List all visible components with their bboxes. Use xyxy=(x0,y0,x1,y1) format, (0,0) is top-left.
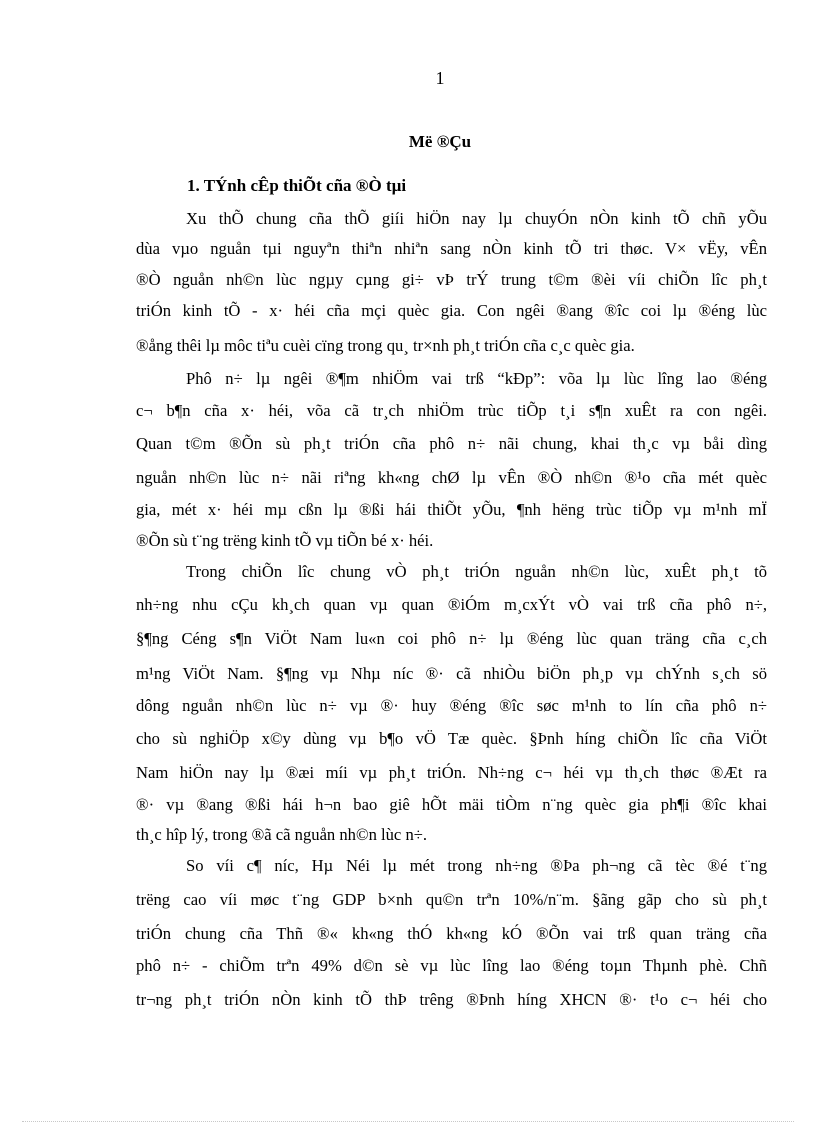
text-line: dùa vµo nguån tµi nguyªn thiªn nhiªn sang nÒn kinh tÕ tri thøc. V× vËy, vÊn xyxy=(136,239,767,258)
text-line: c¬ b¶n cña x· héi, võa cã tr¸ch nhiÖm trùc tiÕp t¸i s¶n xuÊt ra con ngêi. xyxy=(136,401,767,420)
text-line: cho sù nghiÖp x©y dùng vµ b¶o vÖ Tæ quèc. §Þnh híng chiÕn lîc cña ViÖt xyxy=(136,729,767,748)
page-number: 1 xyxy=(435,68,445,88)
text-line: triÓn kinh tÕ - x· héi cña mçi quèc gia. Con ngêi ®ang ®îc coi lµ ®éng lùc xyxy=(136,301,767,320)
text-line: §¶ng Céng s¶n ViÖt Nam lu«n coi phô n÷ lµ ®éng lùc quan träng cña c¸ch xyxy=(136,629,767,648)
text-line: Xu thÕ chung cña thÕ giíi hiÖn nay lµ chuyÓn nÒn kinh tÕ chñ yÕu xyxy=(186,209,767,228)
text-line: tr¬ng ph¸t triÓn nÒn kinh tÕ thÞ trêng ®Þnh híng XHCN ®· t¹o c¬ héi cho xyxy=(136,990,767,1009)
section-heading: 1. TÝnh cÊp thiÕt cña ®Ò tµi xyxy=(187,176,407,195)
text-line: th¸c hîp lý, trong ®ã cã nguån nh©n lùc n÷. xyxy=(136,825,427,844)
text-line: ®ång thêi lµ môc tiªu cuèi cïng trong qu¸ tr×nh ph¸t triÓn cña c¸c quèc gia. xyxy=(136,336,635,355)
text-line: Phô n÷ lµ ngêi ®¶m nhiÖm vai trß “kÐp”: võa lµ lùc lîng lao ®éng xyxy=(186,369,767,388)
text-line: dông nguån nh©n lùc n÷ vµ ®· huy ®éng ®îc søc m¹nh to lín cña phô n÷ xyxy=(136,696,767,715)
text-line: ®Õn sù t¨ng trëng kinh tÕ vµ tiÕn bé x· héi. xyxy=(136,531,434,550)
page-bottom-divider xyxy=(22,1121,794,1122)
text-line: Trong chiÕn lîc chung vÒ ph¸t triÓn nguån nh©n lùc, xuÊt ph¸t tõ xyxy=(186,562,767,581)
text-line: Nam hiÖn nay lµ ®æi míi vµ ph¸t triÓn. Nh÷ng c¬ héi vµ th¸ch thøc ®Æt ra xyxy=(136,763,767,782)
text-line: nguån nh©n lùc n÷ nãi riªng kh«ng chØ lµ vÊn ®Ò nh©n ®¹o cña mét quèc xyxy=(136,468,767,487)
text-line: phô n÷ - chiÕm trªn 49% d©n sè vµ lùc lîng lao ®éng toµn Thµnh phè. Chñ xyxy=(136,956,767,975)
text-line: trëng cao víi møc t¨ng GDP b×nh qu©n trªn 10%/n¨m. §ãng gãp cho sù ph¸t xyxy=(136,890,767,909)
text-line: So víi c¶ níc, Hµ Néi lµ mét trong nh÷ng ®Þa ph¬ng cã tèc ®é t¨ng xyxy=(186,856,767,875)
text-line: nh÷ng nhu cÇu kh¸ch quan vµ quan ®iÓm m¸cxÝt vÒ vai trß cña phô n÷, xyxy=(136,595,767,614)
document-title: Më ®Çu xyxy=(408,132,472,151)
text-line: ®· vµ ®ang ®ßi hái h¬n bao giê hÕt mäi tiÒm n¨ng quèc gia ph¶i ®îc khai xyxy=(136,795,767,814)
text-line: m¹ng ViÖt Nam. §¶ng vµ Nhµ níc ®· cã nhiÒu biÖn ph¸p vµ chÝnh s¸ch sö xyxy=(136,664,767,683)
text-line: ®Ò nguån nh©n lùc ngµy cµng gi÷ vÞ trÝ trung t©m ®èi víi chiÕn lîc ph¸t xyxy=(136,270,767,289)
text-line: triÓn chung cña Thñ ®« kh«ng thÓ kh«ng kÓ ®Õn vai trß quan träng cña xyxy=(136,924,767,943)
text-line: Quan t©m ®Õn sù ph¸t triÓn cña phô n÷ nãi chung, khai th¸c vµ båi dìng xyxy=(136,434,767,453)
text-line: gia, mét x· héi mµ cßn lµ ®ßi hái thiÕt yÕu, ¶nh hëng trùc tiÕp vµ m¹nh mÏ xyxy=(136,500,767,519)
